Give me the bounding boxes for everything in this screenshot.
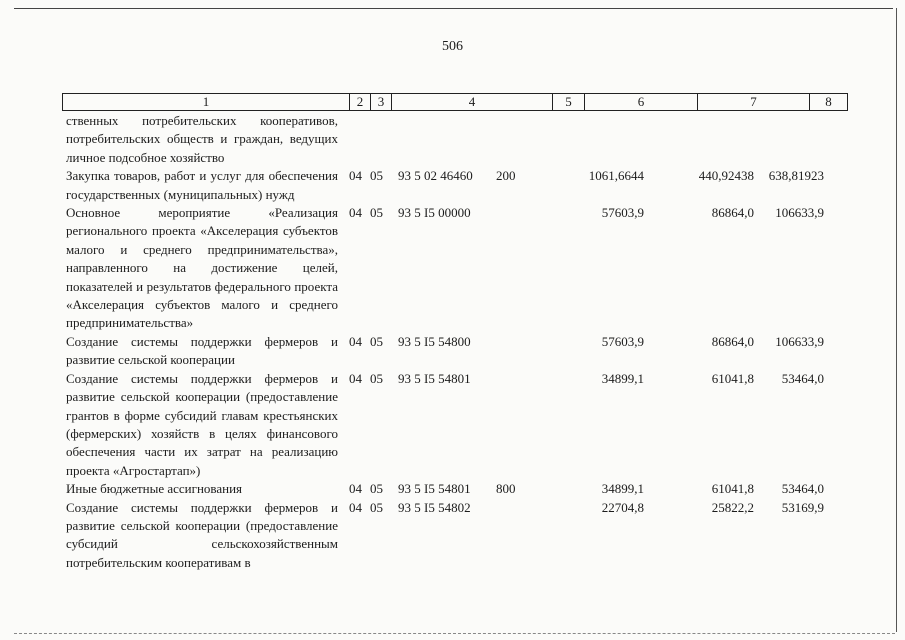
row-amount-year3: 638,81923: [768, 168, 824, 184]
row-amount-year1: 34899,1: [601, 370, 644, 386]
bottom-border: [14, 633, 895, 634]
row-name: Создание системы поддержки фермеров и развитие сельской кооперации (предоставление грантов в форме субсидий главам крестьянских (фермерских) хозяйств в целях финансового обеспечения части их затрат на реализацию проекта «Агростартап»): [66, 370, 338, 478]
row-amount-year1: 22704,8: [601, 499, 644, 515]
header-col-1: 1: [63, 94, 350, 110]
row-name: Иные бюджетные ассигнования: [66, 481, 243, 497]
row-target-code: 93 5 I5 54802: [398, 499, 471, 515]
table-header: [62, 93, 848, 111]
row-amount-year2: 86864,0: [711, 333, 754, 349]
row-amount-year1: 57603,9: [601, 205, 644, 221]
row-section: 04: [349, 168, 362, 184]
row-amount-year2: 86864,0: [711, 205, 754, 221]
row-name: ственных потребительских кооперативов, потребительских обществ и граждан, ведущих личное подсобное хозяйство: [66, 113, 338, 165]
row-amount-year2: 61041,8: [711, 370, 754, 386]
header-col-3: 3: [371, 94, 392, 110]
row-name: Создание системы поддержки фермеров и развитие сельской кооперации: [66, 333, 338, 368]
table-row: [66, 204, 848, 333]
row-section: 04: [349, 499, 362, 515]
row-target-code: 93 5 02 46460: [398, 168, 473, 184]
row-target-code: 93 5 I5 54801: [398, 370, 471, 386]
table-row: [66, 499, 848, 573]
row-amount-year1: 1061,6644: [588, 168, 644, 184]
table-row: [66, 370, 848, 480]
row-amount-year2: 61041,8: [711, 481, 754, 497]
row-expense-type: 800: [496, 481, 516, 497]
row-subsection: 05: [370, 333, 383, 349]
row-name: Закупка товаров, работ и услуг для обеспечения государственных (муниципальных) нужд: [66, 168, 338, 202]
row-amount-year1: 57603,9: [601, 333, 644, 349]
row-amount-year2: 440,92438: [698, 168, 754, 184]
row-subsection: 05: [370, 168, 383, 184]
row-amount-year3: 53464,0: [781, 481, 824, 497]
page-number: 506: [442, 39, 463, 54]
row-amount-year2: 25822,2: [711, 499, 754, 515]
row-name: Основное мероприятие «Реализация регионального проекта «Акселерация субъектов малого и среднего предпринимательства», направленного на достижение целей, показателей и результатов федерального проекта «Акселерация субъектов малого и среднего предпринимательства»: [66, 205, 338, 331]
row-amount-year1: 34899,1: [601, 481, 644, 497]
header-col-7: 7: [698, 94, 810, 110]
table-body: [66, 112, 848, 572]
row-name: Создание системы поддержки фермеров и развитие сельской кооперации (предоставление субсидий сельскохозяйственным потребительским кооперативам в: [66, 499, 338, 570]
header-col-4: 4: [392, 94, 553, 110]
header-col-5: 5: [553, 94, 585, 110]
row-section: 04: [349, 370, 362, 386]
header-col-8: 8: [825, 94, 832, 109]
row-subsection: 05: [370, 205, 383, 221]
header-col-6: 6: [585, 94, 698, 110]
row-expense-type: 200: [496, 168, 516, 184]
table-row: [66, 333, 848, 370]
right-border: [896, 8, 897, 632]
row-amount-year3: 106633,9: [775, 205, 824, 221]
row-target-code: 93 5 I5 00000: [398, 205, 471, 221]
header-col-2: 2: [350, 94, 371, 110]
row-amount-year3: 53464,0: [781, 370, 824, 386]
row-section: 04: [349, 481, 362, 497]
row-section: 04: [349, 205, 362, 221]
table-row: [66, 167, 848, 204]
row-amount-year3: 53169,9: [781, 499, 824, 515]
table-row: [66, 480, 848, 498]
top-border: [14, 8, 893, 9]
row-target-code: 93 5 I5 54801: [398, 481, 471, 497]
row-subsection: 05: [370, 370, 383, 386]
row-subsection: 05: [370, 481, 383, 497]
row-section: 04: [349, 333, 362, 349]
row-target-code: 93 5 I5 54800: [398, 333, 471, 349]
row-amount-year3: 106633,9: [775, 333, 824, 349]
row-subsection: 05: [370, 499, 383, 515]
table-row: [66, 112, 848, 167]
